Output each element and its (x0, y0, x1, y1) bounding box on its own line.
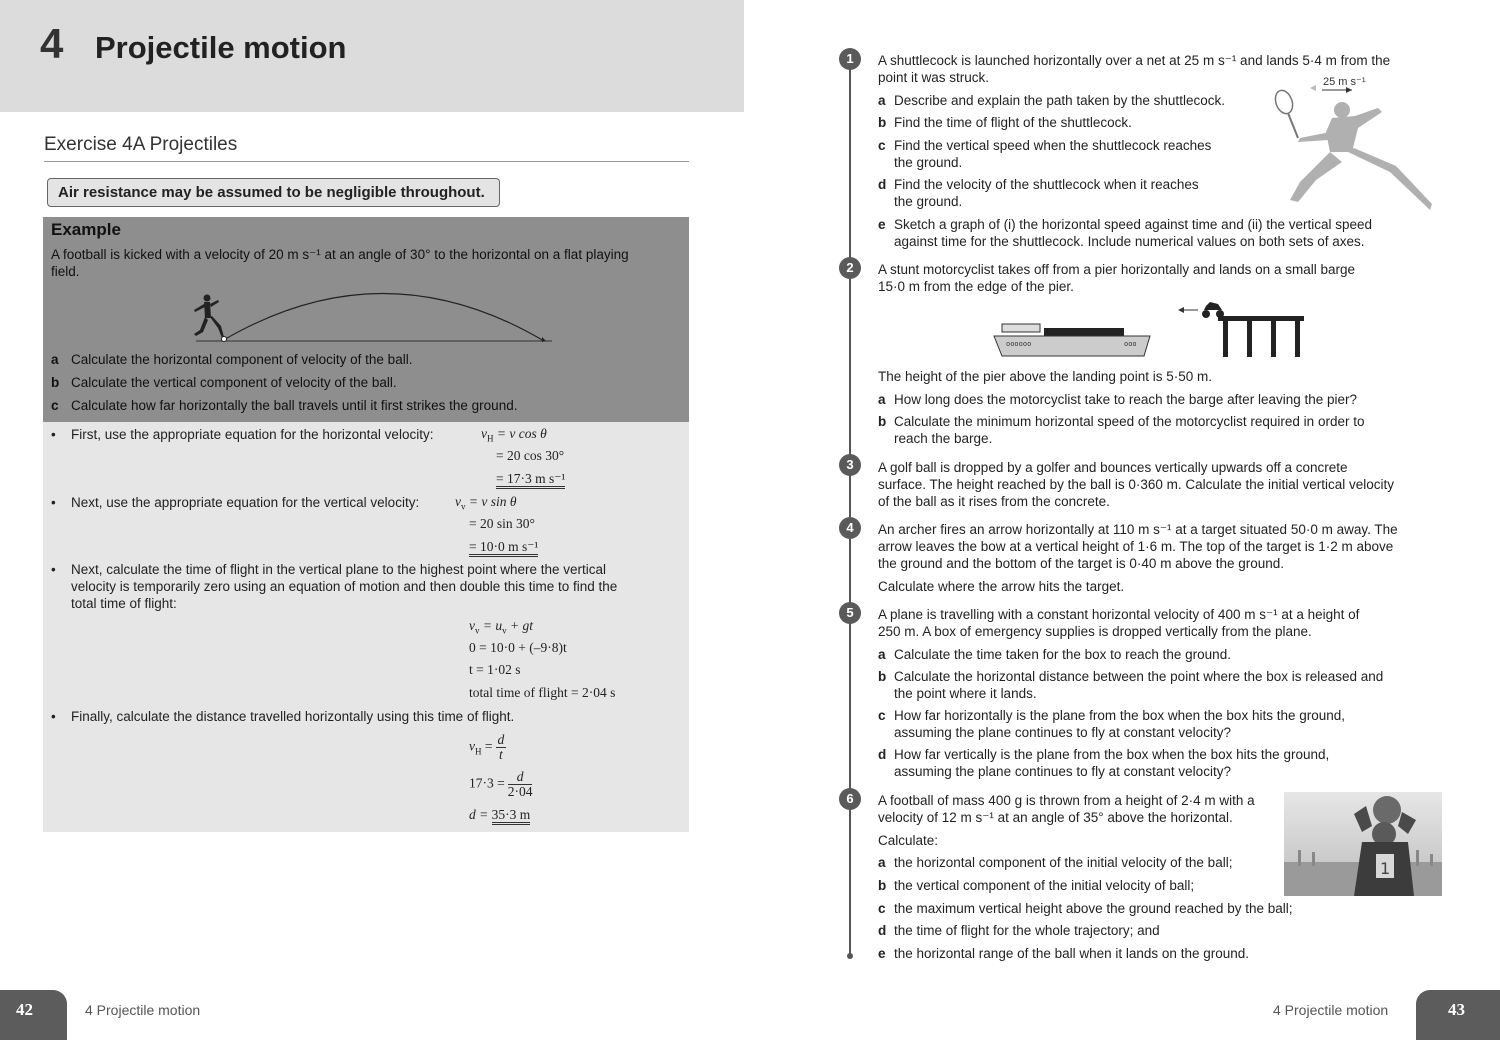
q5-part-d: d How far vertically is the plane from the box when the box hits the ground, assuming the plane continues to fly at constant velocity? (878, 747, 1330, 779)
footballer-figure (194, 295, 224, 339)
answer-distance: d = 35·3 m (469, 807, 530, 823)
equation-suvat-substituted: 0 = 10·0 + (–9·8)t (469, 640, 567, 655)
svg-text:1: 1 (1380, 859, 1391, 878)
answer-vertical-velocity: = 10·0 m s⁻¹ (469, 539, 538, 555)
example-part-b: b Calculate the vertical component of velocity of the ball. (51, 375, 397, 390)
assumption-note: Air resistance may be assumed to be negligible throughout. (47, 178, 500, 207)
answer-horizontal-velocity: = 17·3 m s⁻¹ (496, 471, 565, 487)
q6-stem: A football of mass 400 g is thrown from a height of 2·4 m with a velocity of 12 m s⁻¹ at an angle of 35° above the horizontal. Calculate: (878, 793, 1255, 848)
barge-and-pier-diagram (990, 298, 1310, 360)
chapter-title: Projectile motion (95, 30, 347, 65)
question-number-badge: 1 (839, 48, 861, 70)
q1-part-b: b Find the time of flight of the shuttlecock. (878, 115, 1132, 130)
q6-part-a: a the horizontal component of the initial velocity of the ball; (878, 855, 1233, 870)
q1-part-c: c Find the vertical speed when the shuttlecock reaches the ground. (878, 138, 1212, 170)
football-trajectory-diagram (180, 288, 560, 346)
q1-part-d: d Find the velocity of the shuttlecock when it reaches the ground. (878, 177, 1199, 209)
chapter-number: 4 (40, 20, 64, 67)
page-number: 43 (1448, 1000, 1465, 1019)
motorcyclist-shape (1202, 302, 1224, 318)
q5-part-b: b Calculate the horizontal distance between the point where the box is released and the point where it lands. (878, 669, 1384, 701)
example-stem: A football is kicked with a velocity of 20 m s⁻¹ at an angle of 30° to the horizontal on a flat playing field. (51, 247, 629, 279)
question-number-badge: 4 (839, 517, 861, 539)
q1-part-a: a Describe and explain the path taken by the shuttlecock. (878, 93, 1225, 108)
q2-part-a: a How long does the motorcyclist take to reach the barge after leaving the pier? (878, 392, 1358, 407)
equation-vv-definition: $v_v = v$ sin θ (455, 494, 517, 512)
question-number-badge: 5 (839, 602, 861, 624)
equation-total-time: total time of flight = 2·04 s (469, 685, 616, 700)
q6-part-d: d the time of flight for the whole trajectory; and (878, 923, 1160, 938)
question-number-badge: 3 (839, 454, 861, 476)
q4-text: An archer fires an arrow horizontally at 110 m s⁻¹ at a target situated 50·0 m away. The arrow leaves the bow at a vertical height of 1·6 m. The top of the target is 1·2 m above the ground and the bottom of the target is 0·40 m above the ground. Calculate where the arrow hits the target. (878, 522, 1398, 594)
svg-text:oooooo: oooooo (1006, 340, 1032, 348)
q5-stem: A plane is travelling with a constant horizontal velocity of 400 m s⁻¹ at a height of 250 m. A box of emergency supplies is dropped vertically from the plane. (878, 607, 1360, 639)
example-part-c: c Calculate how far horizontally the ball travels until it first strikes the ground. (51, 398, 518, 413)
badminton-player-illustration (1260, 72, 1440, 212)
exercise-divider (44, 161, 689, 162)
equation-vv-substituted: = 20 sin 30° (469, 516, 535, 531)
q1-stem: A shuttlecock is launched horizontally over a net at 25 m s⁻¹ and lands 5·4 m from the point it was struck. (878, 53, 1391, 85)
equation-distance-definition: $v_H$ = $\frac{d}{t}$ (469, 732, 505, 762)
q6-part-b: b the vertical component of the initial velocity of ball; (878, 878, 1195, 893)
timeline-end-dot (847, 953, 853, 959)
example-heading: Example (51, 220, 121, 239)
barge-shape (994, 324, 1150, 356)
question-number-badge: 2 (839, 257, 861, 279)
pier-shape (1218, 316, 1304, 357)
q1-part-e: e Sketch a graph of (i) the horizontal speed against time and (ii) the vertical speed against time for the shuttlecock. Include numerical values on both sets of axes. (878, 217, 1373, 249)
equation-vh-substituted: = 20 cos 30° (496, 448, 565, 463)
running-footer: 4 Projectile motion (85, 1002, 201, 1018)
shuttle-speed-label: 25 m s⁻¹ (1323, 76, 1366, 88)
example-part-a: a Calculate the horizontal component of velocity of the ball. (51, 352, 413, 367)
q2-stem: A stunt motorcyclist takes off from a pier horizontally and lands on a small barge 15·0 m from the edge of the pier. (878, 262, 1355, 294)
equation-time-half: t = 1·02 s (469, 662, 521, 677)
q3-text: A golf ball is dropped by a golfer and bounces vertically upwards off a concrete surface. The height reached by the ball is 0·360 m. Calculate the initial vertical velocity of the ball as it rises from the concrete. (878, 460, 1395, 509)
svg-text:ooo: ooo (1124, 340, 1137, 348)
page-number-tab (0, 990, 67, 1040)
q5-part-a: a Calculate the time taken for the box to reach the ground. (878, 647, 1231, 662)
equation-vh-definition: $v_H = v$ cos θ (481, 426, 547, 444)
q6-part-c: c the maximum vertical height above the ground reached by the ball; (878, 901, 1293, 916)
equation-distance-substituted: 17·3 = $\frac{d}{2\cdot 04}$ (469, 769, 533, 799)
football-thrower-photo (1284, 792, 1442, 896)
q6-part-e: e the horizontal range of the ball when it lands on the ground. (878, 946, 1249, 961)
q2-pier-height: The height of the pier above the landing point is 5·50 m. (878, 369, 1212, 384)
question-number-badge: 6 (839, 788, 861, 810)
q2-part-b: b Calculate the minimum horizontal speed of the motorcyclist required in order to reach the barge. (878, 414, 1365, 446)
page-number: 42 (16, 1000, 33, 1019)
question-timeline (849, 58, 851, 956)
running-footer: 4 Projectile motion (1273, 1002, 1389, 1018)
equation-suvat: $v_v = u_v$ + gt (469, 618, 533, 636)
exercise-title: Exercise 4A Projectiles (44, 134, 238, 155)
q5-part-c: c How far horizontally is the plane from the box when the box hits the ground, assuming the plane continues to fly at constant velocity? (878, 708, 1346, 740)
example-solution-panel (43, 422, 689, 832)
